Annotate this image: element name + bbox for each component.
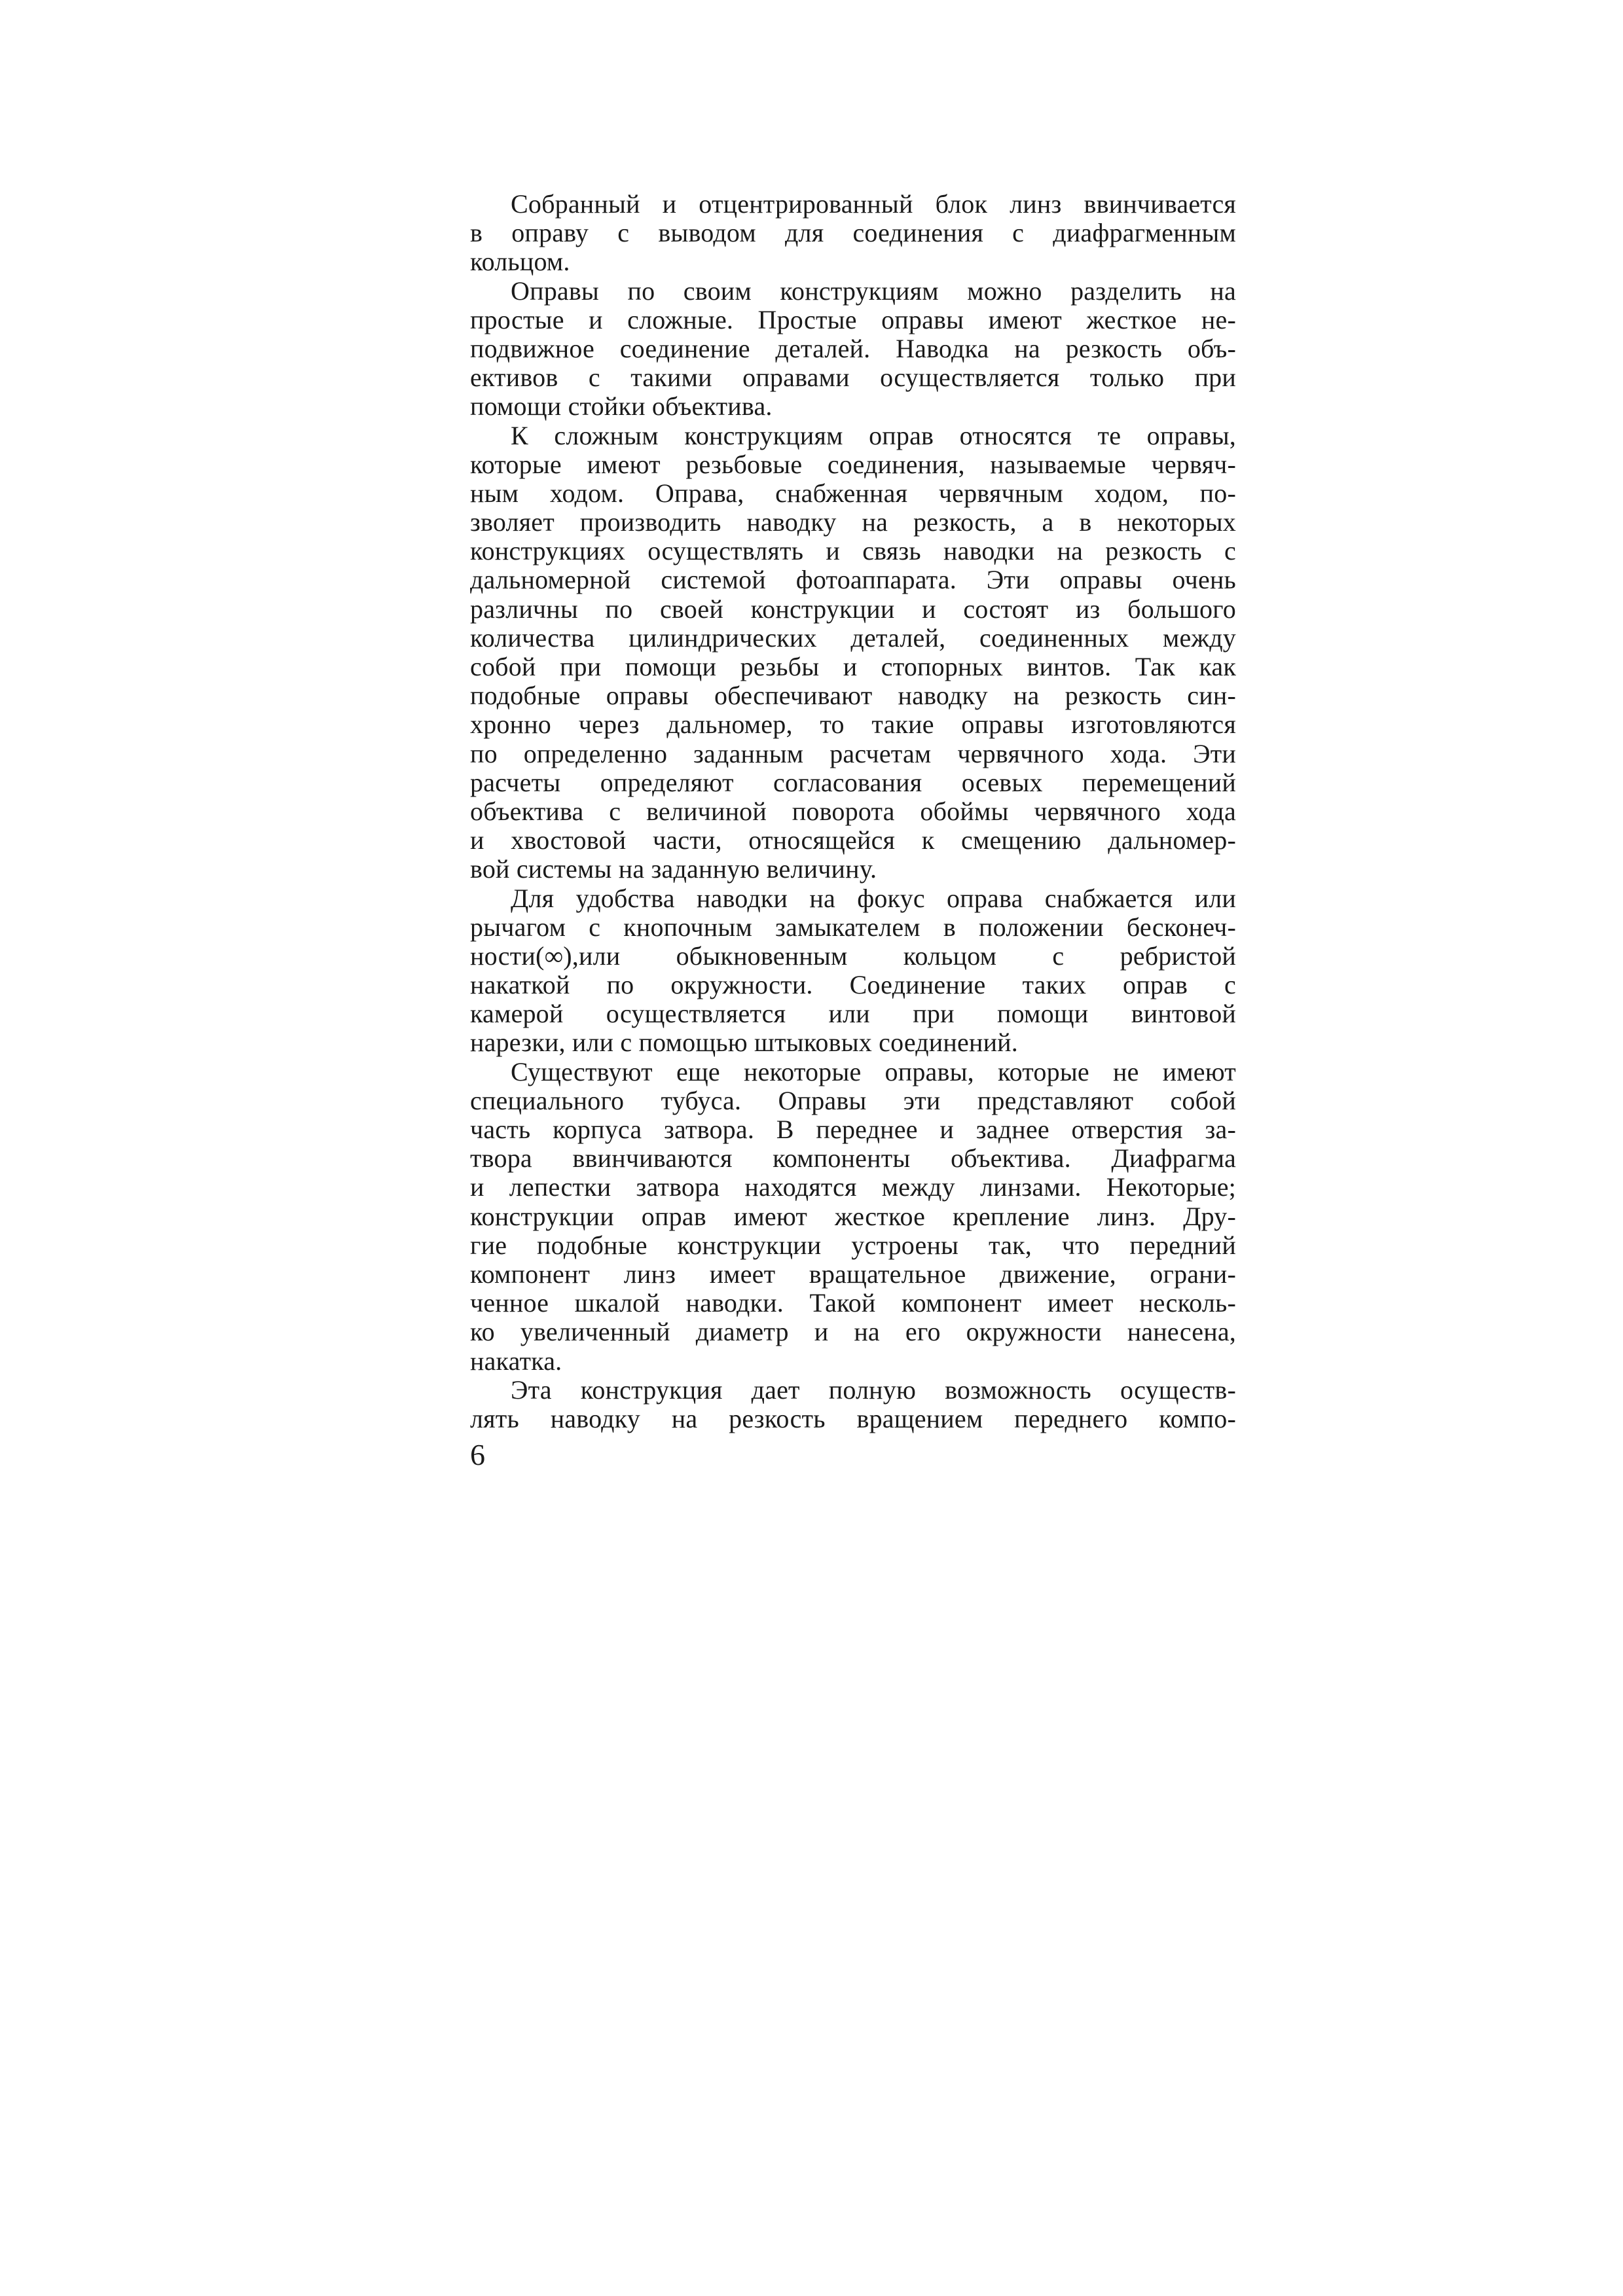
text-line: конструкции оправ имеют жесткое крепление линз. Дру- (470, 1201, 1236, 1231)
text-line: компонент линз имеет вращательное движение, ограни- (470, 1259, 1236, 1289)
text-line: ко увеличенный диаметр и на его окружности нанесена, (470, 1317, 1236, 1347)
text-line: К сложным конструкциям оправ относятся те оправы, (511, 420, 1236, 450)
text-line: помощи стойки объектива. (470, 391, 773, 422)
text-line: Оправы по своим конструкциям можно разделить на (511, 276, 1236, 306)
body-text (470, 190, 1236, 1433)
text-line: различны по своей конструкции и состоят из большого (470, 594, 1236, 624)
text-line: рычагом с кнопочным замыкателем в положении бесконеч- (470, 912, 1236, 942)
text-line: ективов с такими оправами осуществляется только при (470, 363, 1236, 393)
text-line: расчеты определяют согласования осевых перемещений (470, 767, 1236, 797)
text-line: собой при помощи резьбы и стопорных винтов. Так как (470, 652, 1236, 681)
text-line: дальномерной системой фотоаппарата. Эти оправы очень (470, 565, 1236, 595)
text-line: кольцом. (470, 247, 570, 277)
text-line: Существуют еще некоторые оправы, которые не имеют (511, 1056, 1236, 1086)
text-line: в оправу с выводом для соединения с диафрагменным (470, 218, 1236, 248)
text-line: камерой осуществляется или при помощи винтовой (470, 999, 1236, 1029)
text-line: специального тубуса. Оправы эти представляют собой (470, 1085, 1236, 1115)
text-line: ченное шкалой наводки. Такой компонент имеет несколь- (470, 1288, 1236, 1318)
text-line: накаткой по окружности. Соединение таких оправ с (470, 970, 1236, 1000)
text-line: зволяет производить наводку на резкость, а в некоторых (470, 507, 1236, 537)
text-line: вой системы на заданную величину. (470, 854, 877, 884)
text-line: подобные оправы обеспечивают наводку на резкость син- (470, 681, 1236, 711)
text-line: лять наводку на резкость вращением переднего компо- (470, 1403, 1236, 1433)
page-number: 6 (470, 1438, 485, 1471)
text-line: и лепестки затвора находятся между линзами. Некоторые; (470, 1172, 1236, 1202)
text-line: ности(∞),или обыкновенным кольцом с ребристой (470, 941, 1236, 971)
text-line: объектива с величиной поворота обоймы червячного хода (470, 796, 1236, 826)
text-line: Эта конструкция дает полную возможность осуществ- (511, 1374, 1236, 1405)
text-line: Собранный и отцентрированный блок линз ввинчивается (511, 189, 1236, 219)
text-line: часть корпуса затвора. В переднее и заднее отверстия за- (470, 1115, 1236, 1144)
text-line: простые и сложные. Простые оправы имеют жесткое не- (470, 304, 1236, 334)
text-line: ным ходом. Оправа, снабженная червячным ходом, по- (470, 478, 1236, 508)
text-line: по определенно заданным расчетам червячного хода. Эти (470, 738, 1236, 768)
text-line: твора ввинчиваются компоненты объектива. Диафрагма (470, 1143, 1236, 1174)
text-line: хронно через дальномер, то такие оправы изготовляются (470, 709, 1236, 740)
text-line: конструкциях осуществлять и связь наводки на резкость с (470, 536, 1236, 566)
text-line: накатка. (470, 1346, 562, 1376)
text-line: которые имеют резьбовые соединения, называемые червяч- (470, 449, 1236, 479)
text-line: подвижное соединение деталей. Наводка на резкость объ- (470, 333, 1236, 363)
text-line: гие подобные конструкции устроены так, что передний (470, 1230, 1236, 1260)
text-line: Для удобства наводки на фокус оправа снабжается или (511, 883, 1236, 913)
text-line: нарезки, или с помощью штыковых соединений. (470, 1028, 1018, 1058)
text-line: количества цилиндрических деталей, соединенных между (470, 622, 1236, 653)
text-line: и хвостовой части, относящейся к смещению дальномер- (470, 825, 1236, 855)
